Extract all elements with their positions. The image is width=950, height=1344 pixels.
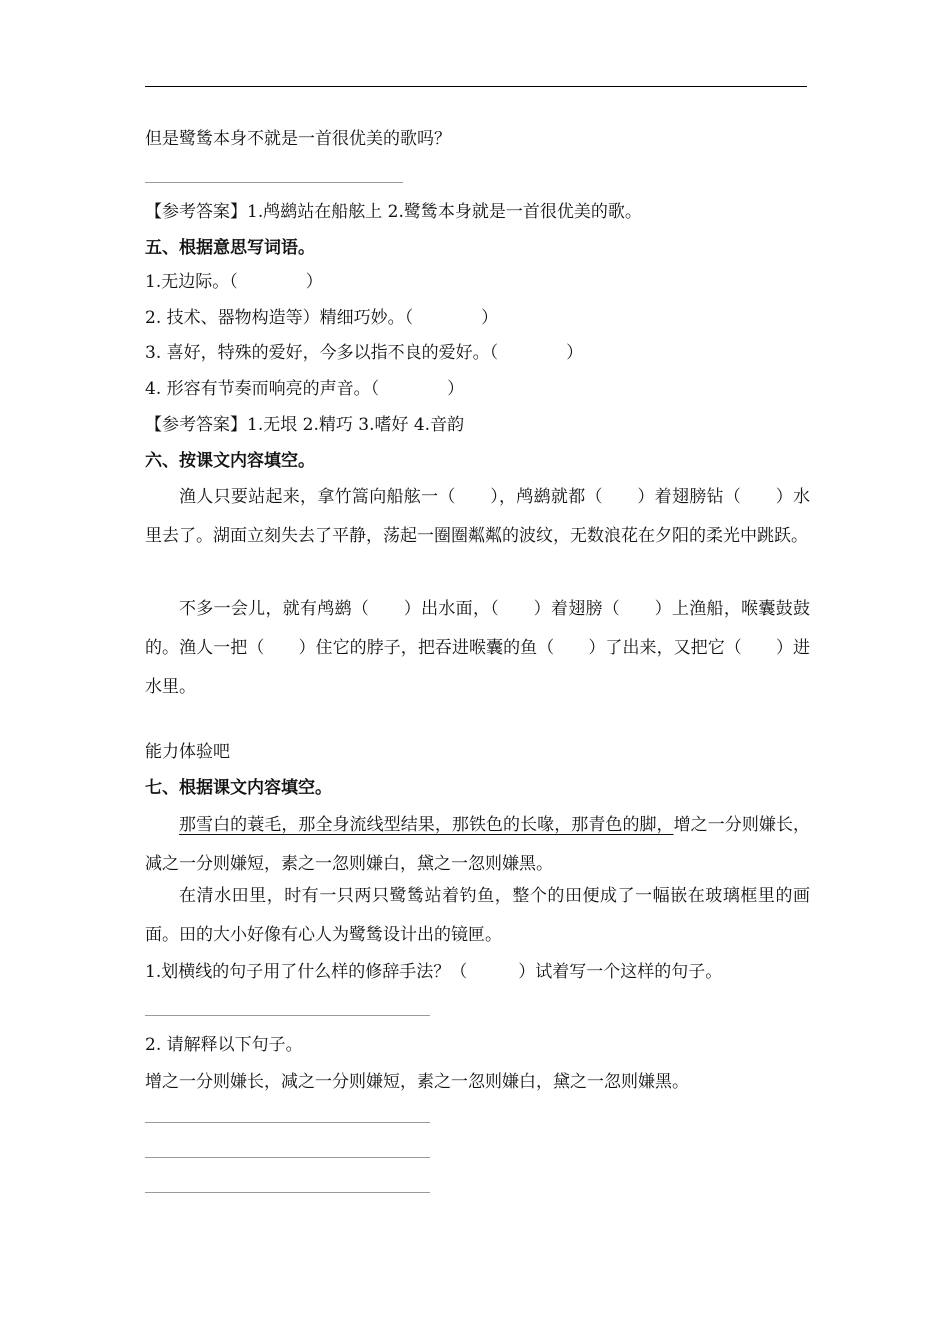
paragraph: 在清水田里，时有一只两只鹭鸶站着钓鱼，整个的田便成了一幅嵌在玻璃框里的画面。田的大小好像有心人为鹭鸶设计出的镜匣。 [145, 886, 810, 945]
question-2: 2. 请解释以下句子。 [145, 1035, 303, 1055]
answer-key: 【参考答案】1.无垠 2.精巧 3.嗜好 4.音韵 [145, 415, 465, 435]
answer-key: 【参考答案】1.鸬鹚站在船舷上 2.鹭鸶本身就是一首很优美的歌。 [145, 202, 642, 222]
list-item: 1.无边际。（ ） [145, 272, 323, 292]
paragraph [145, 806, 810, 884]
header-rule [145, 86, 807, 87]
ability-label: 能力体验吧 [145, 742, 230, 762]
section-heading: 七、根据课文内容填空。 [145, 778, 332, 798]
question-sentence: 增之一分则嫌长，减之一分则嫌短，素之一忽则嫌白，黛之一忽则嫌黑。 [145, 1072, 689, 1092]
list-item: 2. 技术、器物构造等）精细巧妙。（ ） [145, 308, 499, 328]
answer-line[interactable] [145, 1122, 430, 1123]
list-item: 3. 喜好，特殊的爱好，今多以指不良的爱好。（ ） [145, 343, 584, 363]
paragraph: 渔人只要站起来，拿竹篙向船舷一（ ），鸬鹚就都（ ）着翅膀钻（ ）水里去了。湖面立刻失去了平静，荡起一圈圈粼粼的波纹，无数浪花在夕阳的柔光中跳跃。 [145, 487, 810, 546]
answer-line[interactable] [145, 1192, 430, 1193]
list-item: 4. 形容有节奏而响亮的声音。（ ） [145, 379, 465, 399]
answer-line[interactable] [145, 1015, 430, 1016]
section-heading: 六、按课文内容填空。 [145, 451, 315, 471]
question-1: 1.划横线的句子用了什么样的修辞手法？（ ）试着写一个这样的句子。 [145, 962, 723, 982]
paragraph-rest: 增之一分则嫌长，减之一分则嫌短，素之一忽则嫌白，黛之一忽则嫌黑。 [145, 815, 810, 874]
answer-line[interactable] [145, 1157, 430, 1158]
paragraph: 不多一会儿，就有鸬鹚（ ）出水面，（ ）着翅膀（ ）上渔船，喉囊鼓鼓的。渔人一把（ ）住它的脖子，把吞进喉囊的鱼（ ）了出来，又把它（ ）进水里。 [145, 599, 810, 697]
underlined-sentence: 那雪白的蓑毛，那全身流线型结果，那铁色的长喙，那青色的脚， [179, 815, 674, 835]
section-heading: 五、根据意思写词语。 [145, 238, 315, 258]
question-text: 但是鹭鸶本身不就是一首很优美的歌吗？ [145, 129, 451, 149]
answer-line[interactable] [145, 182, 403, 183]
